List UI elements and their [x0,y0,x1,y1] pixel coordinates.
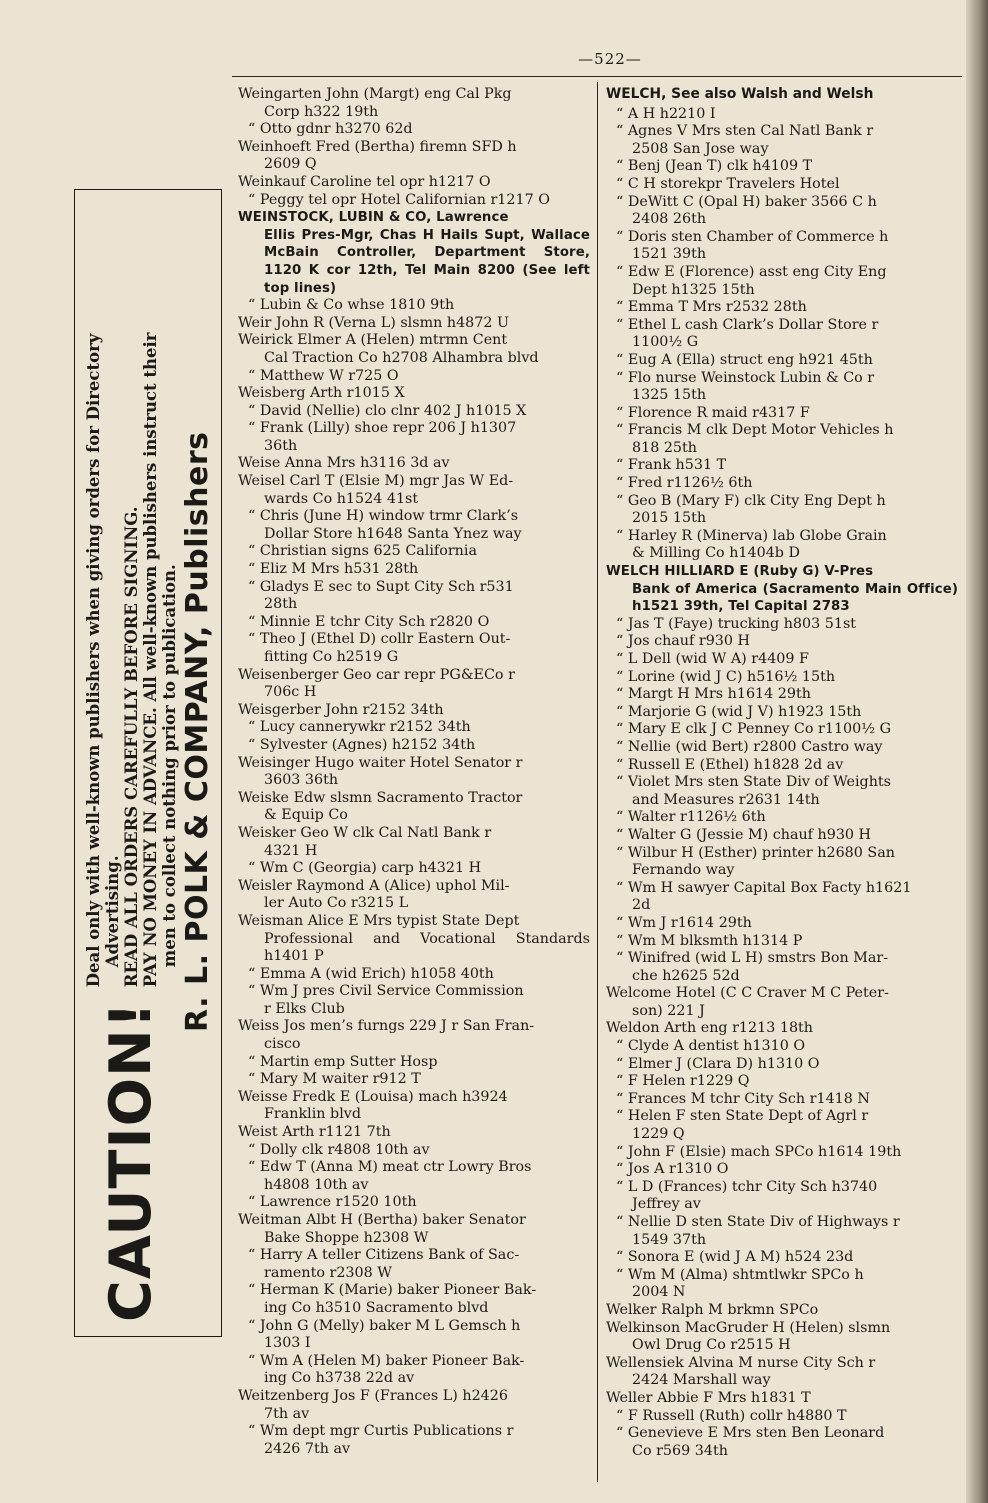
entry-text: “ Mary E clk J C Penney Co r1100½ G [616,721,892,738]
directory-entry [238,508,590,543]
entry-text: Welker Ralph M brkmn SPCo [606,1301,819,1318]
directory-entry [606,1144,958,1162]
entry-text: Weisenberger Geo car repr PG&ECo r [238,666,515,683]
caution-line: men to collect nothing prior to publication. [159,564,179,968]
directory-entry [606,1390,958,1408]
caution-text [84,333,179,988]
directory-entry [606,704,958,722]
entry-text: Weitman Albt H (Bertha) baker Senator [238,1212,526,1228]
entry-text: “ Elmer J (Clara D) h1310 O [616,1055,820,1072]
entry-text: “ Wm M (Alma) shtmtlwkr SPCo h [616,1266,864,1283]
directory-entry [606,616,958,634]
directory-entry [606,1038,958,1056]
directory-entry [606,1267,958,1302]
entry-text: “ Minnie E tchr City Sch r2820 O [248,613,490,630]
directory-entry [238,192,590,210]
entry-text: “ Dolly clk r4808 10th av [248,1141,430,1158]
directory-entry [606,774,958,809]
directory-entry [238,631,590,666]
caution-sidebar [74,189,222,1337]
entry-text: “ Wm H sawyer Capital Box Facty h1621 [616,879,912,896]
publisher-name: R. L. POLK & COMPANY, Publishers [179,431,215,1032]
directory-entry [238,297,590,315]
entry-text: “ Doris sten Chamber of Commerce h [616,228,889,245]
directory-entry [606,950,958,985]
entry-text: Weiske Edw slsmn Sacramento Tractor [238,789,523,806]
entry-text: Weinhoeft Fred (Bertha) firemn SFD h [238,138,517,155]
entry-text: Weitzenberg Jos F (Frances L) h2426 [238,1387,508,1404]
directory-entry [238,1282,590,1317]
entry-text: “ Jos A r1310 O [616,1161,729,1178]
directory-entry [606,809,958,827]
entry-text: Welkinson MacGruder H (Helen) slsmn [606,1319,891,1336]
entry-continuation: 28th [264,596,298,613]
directory-entry [606,457,958,475]
entry-continuation: 2609 Q [264,156,317,173]
entry-text: “ Agnes V Mrs sten Cal Natl Bank r [616,123,874,140]
entry-continuation: 3603 36th [264,772,339,789]
entry-continuation: 2004 N [632,1284,686,1301]
directory-entry [606,123,958,158]
entry-text: Weldon Arth eng r1213 18th [606,1020,814,1037]
entry-text: “ Lorine (wid J C) h516½ 15th [616,668,836,685]
entry-text: “ Eug A (Ella) struct eng h921 45th [616,351,873,368]
entry-text: “ F Russell (Ruth) collr h4880 T [616,1407,847,1424]
directory-entry [606,985,958,1020]
directory-entry [238,1089,590,1124]
directory-entry [238,1353,590,1388]
entry-text: “ Emma T Mrs r2532 28th [616,299,807,316]
directory-entry [606,1408,958,1426]
entry-text: WELCH, See also Walsh and Welsh [606,86,874,102]
entry-continuation: 2d [632,897,651,914]
entry-text: “ John G (Melly) baker M L Gemsch h [248,1317,521,1334]
directory-entry [238,139,590,174]
entry-continuation: Jeffrey av [632,1196,701,1213]
entry-text: “ Genevieve E Mrs sten Ben Leonard [616,1425,885,1442]
caution-line: Deal only with well-known publishers when giving orders for Directory [83,333,103,988]
entry-text: “ Florence R maid r4317 F [616,404,810,421]
directory-entry [238,403,590,421]
directory-entry [606,475,958,493]
entry-continuation: 1303 I [264,1335,311,1352]
directory-entry [606,880,958,915]
directory-entry [606,106,958,124]
directory-entry [238,561,590,579]
directory-entry [606,1056,958,1074]
entry-text: “ Edw E (Florence) asst eng City Eng [616,263,887,280]
entry-text: “ Emma A (wid Erich) h1058 40th [248,965,494,982]
directory-entry [606,563,958,616]
entry-text: “ A H h2210 I [616,105,716,122]
entry-text: “ Mary M waiter r912 T [248,1071,421,1088]
directory-entry [606,1320,958,1355]
directory-entry [238,667,590,702]
entry-continuation: cisco [264,1036,301,1053]
entry-text: Weisler Raymond A (Alice) uphol Mil- [238,877,510,894]
entry-text: “ Wm J pres Civil Service Commission [248,983,524,1000]
entry-text: “ John F (Elsie) mach SPCo h1614 19th [616,1143,902,1160]
entry-continuation: 2424 Marshall way [632,1372,771,1389]
directory-entry [606,528,958,563]
directory-entry [606,422,958,457]
entry-text: “ Edw T (Anna M) meat ctr Lowry Bros [248,1159,532,1176]
directory-entry [238,1388,590,1423]
directory-entry [606,651,958,669]
entry-continuation: 2015 15th [632,510,707,527]
directory-entry [238,209,590,297]
directory-entry [606,1425,958,1460]
directory-entry [238,174,590,192]
entry-continuation: r Elks Club [264,1000,345,1017]
directory-entry [606,1108,958,1143]
entry-continuation: Owl Drug Co r2515 H [632,1337,791,1354]
entry-text: “ Violet Mrs sten State Div of Weights [616,774,891,791]
caution-sidebar-content [75,190,221,1336]
entry-continuation: 7th av [264,1405,310,1422]
entry-continuation: che h2625 52d [632,967,740,984]
directory-column-left [238,86,590,1458]
directory-entry [606,933,958,951]
entry-text: “ David (Nellie) clo clnr 402 J h1015 X [248,402,527,419]
entry-continuation: 2426 7th av [264,1440,351,1457]
directory-entry [606,317,958,352]
entry-continuation: & Milling Co h1404b D [632,545,800,562]
entry-text: “ Martin emp Sutter Hosp [248,1053,438,1070]
entry-continuation: Dept h1325 15th [632,281,755,298]
entry-continuation: 818 25th [632,439,697,456]
directory-entry [606,1302,958,1320]
directory-entry [238,1423,590,1458]
entry-text: “ Marjorie G (wid J V) h1923 15th [616,703,862,720]
entry-continuation: Cal Traction Co h2708 Alhambra blvd [264,349,539,366]
entry-text: “ Frank (Lilly) shoe repr 206 J h1307 [248,420,517,437]
directory-entry [606,739,958,757]
entry-text: “ F Helen r1229 Q [616,1073,750,1090]
entry-text: Weisel Carl T (Elsie M) mgr Jas W Ed- [238,473,514,490]
directory-entry [606,1179,958,1214]
entry-continuation: 1325 15th [632,387,707,404]
directory-entry [238,1071,590,1089]
directory-entry [606,757,958,775]
directory-column-right [606,86,958,1460]
entry-text: “ Herman K (Marie) baker Pioneer Bak- [248,1282,537,1299]
entry-text: “ Winifred (wid L H) smstrs Bon Mar- [616,950,889,967]
entry-continuation: and Measures r2631 14th [632,791,820,808]
entry-text: “ Matthew W r725 O [248,367,399,384]
directory-entry [238,878,590,913]
entry-text: “ Margt H Mrs h1614 29th [616,686,811,703]
entry-text: “ Chris (June H) window trmr Clark’s [248,508,519,525]
entry-text: “ Sylvester (Agnes) h2152 34th [248,736,476,753]
entry-continuation: Franklin blvd [264,1106,361,1123]
entry-continuation: ramento r2308 W [264,1264,392,1281]
caution-heading: CAUTION! [97,1001,164,1322]
entry-text: “ Flo nurse Weinstock Lubin & Co r [616,369,875,386]
column-divider [597,82,598,1482]
directory-entry [606,721,958,739]
entry-text: “ L D (Frances) tchr City Sch h3740 [616,1178,878,1195]
entry-text: Weisse Fredk E (Louisa) mach h3924 [238,1088,508,1105]
directory-entry [238,702,590,720]
directory-entry [606,405,958,423]
entry-continuation: Bank of America (Sacramento Main Office) h1521 39th, Tel Capital 2783 [632,581,958,615]
entry-text: “ Clyde A dentist h1310 O [616,1038,806,1055]
directory-entry [606,229,958,264]
entry-continuation: 1100½ G [632,334,699,351]
entry-text: “ Nellie (wid Bert) r2800 Castro way [616,738,883,755]
directory-entry [238,1018,590,1053]
entry-text: Weir John R (Verna L) slsmn h4872 U [238,314,510,331]
caution-line: READ ALL ORDERS CAREFULLY BEFORE SIGNING. [121,506,141,988]
directory-entry [238,1124,590,1142]
entry-text: Weingarten John (Margt) eng Cal Pkg [238,86,512,102]
entry-text: “ Frances M tchr City Sch r1418 N [616,1090,870,1107]
entry-text: Weller Abbie F Mrs h1831 T [606,1389,811,1406]
entry-text: “ Gladys E sec to Supt City Sch r531 [248,578,514,595]
directory-entry [238,1159,590,1194]
entry-text: Weisgerber John r2152 34th [238,701,444,718]
entry-continuation: Fernando way [632,862,735,879]
entry-text: “ Wm J r1614 29th [616,914,752,931]
directory-entry [238,420,590,455]
directory-entry [238,983,590,1018]
entry-continuation: ing Co h3510 Sacramento blvd [264,1299,489,1316]
caution-line: PAY NO MONEY IN ADVANCE. All well-known publishers instruct their [140,332,160,988]
directory-entry [238,1318,590,1353]
entry-continuation: Professional and Vocational Standards h1401 P [264,930,590,965]
entry-continuation: ing Co h3738 22d av [264,1370,415,1387]
entry-text: “ C H storekpr Travelers Hotel [616,175,840,192]
entry-text: Weist Arth r1121 7th [238,1124,391,1141]
entry-text: “ Ethel L cash Clark’s Dollar Store r [616,316,879,333]
directory-entry [606,827,958,845]
directory-entry [606,176,958,194]
entry-continuation: 1521 39th [632,246,707,263]
directory-entry [606,669,958,687]
directory-entry [606,1091,958,1109]
directory-entry [606,299,958,317]
entry-text: Weisinger Hugo waiter Hotel Senator r [238,754,523,771]
directory-entry [238,1212,590,1247]
entry-text: “ Christian signs 625 California [248,543,477,560]
directory-entry [606,845,958,880]
directory-entry [238,1247,590,1282]
entry-text: “ Theo J (Ethel D) collr Eastern Out- [248,631,511,648]
directory-entry [238,385,590,403]
directory-entry [238,1054,590,1072]
directory-entry [238,368,590,386]
entry-continuation: wards Co h1524 41st [264,490,419,507]
directory-entry [606,1355,958,1390]
entry-text: “ Walter r1126½ 6th [616,809,766,826]
page-edge [966,0,988,1503]
entry-text: “ Wm A (Helen M) baker Pioneer Bak- [248,1352,525,1369]
entry-text: “ Wm M blksmth h1314 P [616,932,803,949]
entry-text: “ Harry A teller Citizens Bank of Sac- [248,1247,520,1264]
entry-text: “ Eliz M Mrs h531 28th [248,561,419,578]
entry-text: “ DeWitt C (Opal H) baker 3566 C h [616,193,877,210]
directory-entry [606,1214,958,1249]
entry-continuation: 706c H [264,684,317,701]
directory-entry [238,825,590,860]
entry-continuation: 1549 37th [632,1231,707,1248]
entry-text: “ Jos chauf r930 H [616,633,750,650]
entry-continuation: 2408 26th [632,211,707,228]
directory-entry [606,370,958,405]
directory-entry [238,614,590,632]
entry-text: “ Fred r1126½ 6th [616,475,753,492]
entry-text: “ Lawrence r1520 10th [248,1194,417,1211]
entry-continuation: Corp h322 19th [264,103,379,120]
directory-entry [606,493,958,528]
directory-entry [238,473,590,508]
directory-entry [606,633,958,651]
directory-entry [238,332,590,367]
entry-continuation: h4808 10th av [264,1176,369,1193]
entry-text: “ Sonora E (wid J A M) h524 23d [616,1249,854,1266]
directory-entry [606,1249,958,1267]
entry-text: Weinkauf Caroline tel opr h1217 O [238,173,491,190]
entry-text: “ Helen F sten State Dept of Agrl r [616,1108,869,1125]
directory-entry [238,860,590,878]
entry-text: “ Lubin & Co whse 1810 9th [248,297,455,314]
directory-entry [238,790,590,825]
directory-entry [238,755,590,790]
entry-text: “ Otto gdnr h3270 62d [248,121,413,138]
directory-entry [606,264,958,299]
directory-entry [238,1142,590,1160]
entry-continuation: Co r569 34th [632,1442,728,1459]
directory-entry [238,455,590,473]
entry-text: Weisberg Arth r1015 X [238,385,405,402]
entry-text: “ Walter G (Jessie M) chauf h930 H [616,826,872,843]
entry-continuation: 4321 H [264,842,318,859]
directory-entry [238,966,590,984]
entry-text: “ Wm dept mgr Curtis Publications r [248,1423,514,1440]
directory-entry [238,579,590,614]
top-rule [232,76,962,77]
entry-text: Weisker Geo W clk Cal Natl Bank r [238,824,492,841]
directory-entry [606,1073,958,1091]
directory-entry [606,1161,958,1179]
directory-entry [606,194,958,229]
directory-entry [238,543,590,561]
directory-entry [606,158,958,176]
entry-continuation: Bake Shoppe h2308 W [264,1229,429,1246]
entry-text: “ Frank h531 T [616,457,727,474]
entry-text: Welcome Hotel (C C Craver M C Peter- [606,985,889,1002]
entry-text: “ Harley R (Minerva) lab Globe Grain [616,527,887,544]
entry-text: Wellensiek Alvina M nurse City Sch r [606,1354,876,1371]
entry-continuation: fitting Co h2519 G [264,649,399,665]
entry-text: “ Russell E (Ethel) h1828 2d av [616,756,844,773]
entry-text: WEINSTOCK, LUBIN & CO, Lawrence [238,210,509,226]
entry-continuation: Ellis Pres-Mgr, Chas H Hails Supt, Wallace McBain Controller, Department Store, 1120 K cor 12th, Tel Main 8200 (See left top lines) [264,227,590,296]
entry-text: WELCH HILLIARD E (Ruby G) V-Pres [606,564,874,580]
entry-text: “ Lucy cannerywkr r2152 34th [248,719,471,736]
entry-continuation: Dollar Store h1648 Santa Ynez way [264,525,522,542]
entry-text: “ L Dell (wid W A) r4409 F [616,651,809,667]
directory-entry [238,913,590,966]
entry-continuation: ler Auto Co r3215 L [264,895,409,912]
entry-text: Weirick Elmer A (Helen) mtrmn Cent [238,332,508,349]
entry-text: “ Geo B (Mary F) clk City Eng Dept h [616,492,886,509]
caution-line: Advertising. [102,855,122,968]
directory-entry [606,1020,958,1038]
entry-text: Weiss Jos men’s furngs 229 J r San Fran- [238,1018,535,1035]
directory-entry [238,86,590,121]
entry-continuation: 1229 Q [632,1126,685,1143]
entry-continuation: 36th [264,437,298,454]
entry-continuation: 2508 San Jose way [632,140,769,157]
entry-text: Weise Anna Mrs h3116 3d av [238,455,450,472]
directory-entry [238,737,590,755]
entry-text: Weisman Alice E Mrs typist State Dept [238,912,520,929]
page-number: —522— [578,50,642,68]
directory-entry [238,121,590,139]
entry-text: “ Francis M clk Dept Motor Vehicles h [616,422,894,439]
directory-entry [238,1194,590,1212]
directory-entry [606,915,958,933]
section-heading [606,86,958,104]
entry-text: “ Peggy tel opr Hotel Californian r1217 O [248,191,550,208]
directory-entry [606,352,958,370]
entry-text: “ Benj (Jean T) clk h4109 T [616,158,813,175]
entry-continuation: & Equip Co [264,807,348,824]
entry-text: “ Nellie D sten State Div of Highways r [616,1214,900,1230]
entry-text: “ Wilbur H (Esther) printer h2680 San [616,844,895,861]
directory-entry [606,686,958,704]
entry-text: “ Jas T (Faye) trucking h803 51st [616,615,857,632]
directory-entry [238,719,590,737]
directory-entry [238,315,590,333]
entry-text: “ Wm C (Georgia) carp h4321 H [248,860,482,877]
entry-continuation: son) 221 J [632,1002,705,1019]
